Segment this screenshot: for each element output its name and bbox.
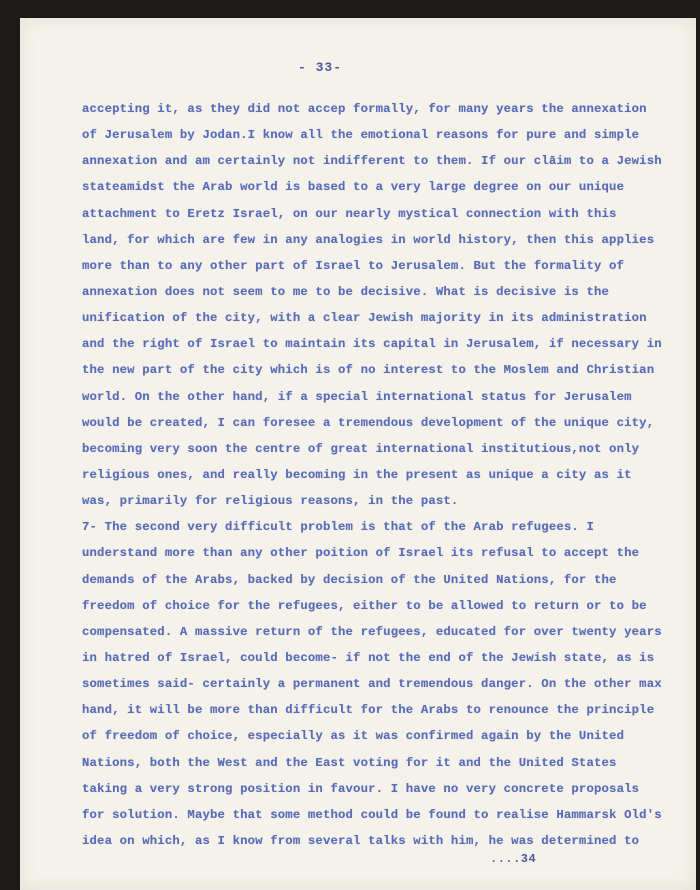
text-line: stateamidst the Arab world is based to a very large degree on our unique	[82, 180, 625, 195]
text-line: becoming very soon the centre of great international institutious,not only	[82, 441, 640, 456]
text-line: religious ones, and really becoming in the present as unique a city as it	[82, 467, 632, 482]
text-line: sometimes said- certainly a permanent and tremendous danger. On the other max	[82, 677, 662, 692]
text-line: 7- The second very difficult problem is that of the Arab refugees. I	[82, 520, 594, 535]
body-text	[82, 96, 682, 854]
text-line: in hatred of Israel, could become- if not the end of the Jewish state, as is	[82, 650, 655, 665]
text-line: more than to any other part of Israel to Jerusalem. But the formality of	[82, 258, 625, 273]
text-line: freedom of choice for the refugees, either to be allowed to return or to be	[82, 598, 647, 613]
catchword: ....34	[490, 852, 537, 866]
text-line: the new part of the city which is of no interest to the Moslem and Christian	[82, 363, 655, 378]
text-line: and the right of Israel to maintain its capital in Jerusalem, if necessary in	[82, 337, 662, 352]
text-line: compensated. A massive return of the refugees, educated for over twenty years	[82, 624, 662, 639]
text-line: for solution. Maybe that some method could be found to realise Hammarsk Old's	[82, 807, 662, 822]
text-line: understand more than any other poition of Israel its refusal to accept the	[82, 546, 640, 561]
text-line: taking a very strong position in favour. I have no very concrete proposals	[82, 781, 640, 796]
text-line: of Jerusalem by Jodan.I know all the emotional reasons for pure and simple	[82, 128, 640, 143]
text-line: land, for which are few in any analogies in world history, then this applies	[82, 232, 655, 247]
text-line: demands of the Arabs, backed by decision of the United Nations, for the	[82, 572, 617, 587]
text-line: world. On the other hand, if a special international status for Jerusalem	[82, 389, 632, 404]
text-line: attachment to Eretz Israel, on our nearly mystical connection with this	[82, 206, 617, 221]
text-line: unification of the city, with a clear Jewish majority in its administration	[82, 311, 647, 326]
text-line: accepting it, as they did not accep formally, for many years the annexation	[82, 102, 647, 116]
text-line: annexation and am certainly not indifferent to them. If our clāim to a Jewish	[82, 154, 662, 169]
text-line: annexation does not seem to me to be decisive. What is decisive is the	[82, 284, 610, 299]
text-line: Nations, both the West and the East voting for it and the United States	[82, 755, 617, 770]
text-line: hand, it will be more than difficult for the Arabs to renounce the principle	[82, 703, 655, 718]
text-line: of freedom of choice, especially as it was confirmed again by the United	[82, 729, 625, 744]
text-line: idea on which, as I know from several talks with him, he was determined to	[82, 833, 640, 848]
text-line: was, primarily for religious reasons, in the past.	[82, 494, 459, 509]
page-number: - 33-	[298, 60, 343, 75]
text-line: would be created, I can foresee a tremendous development of the unique city,	[82, 415, 655, 430]
